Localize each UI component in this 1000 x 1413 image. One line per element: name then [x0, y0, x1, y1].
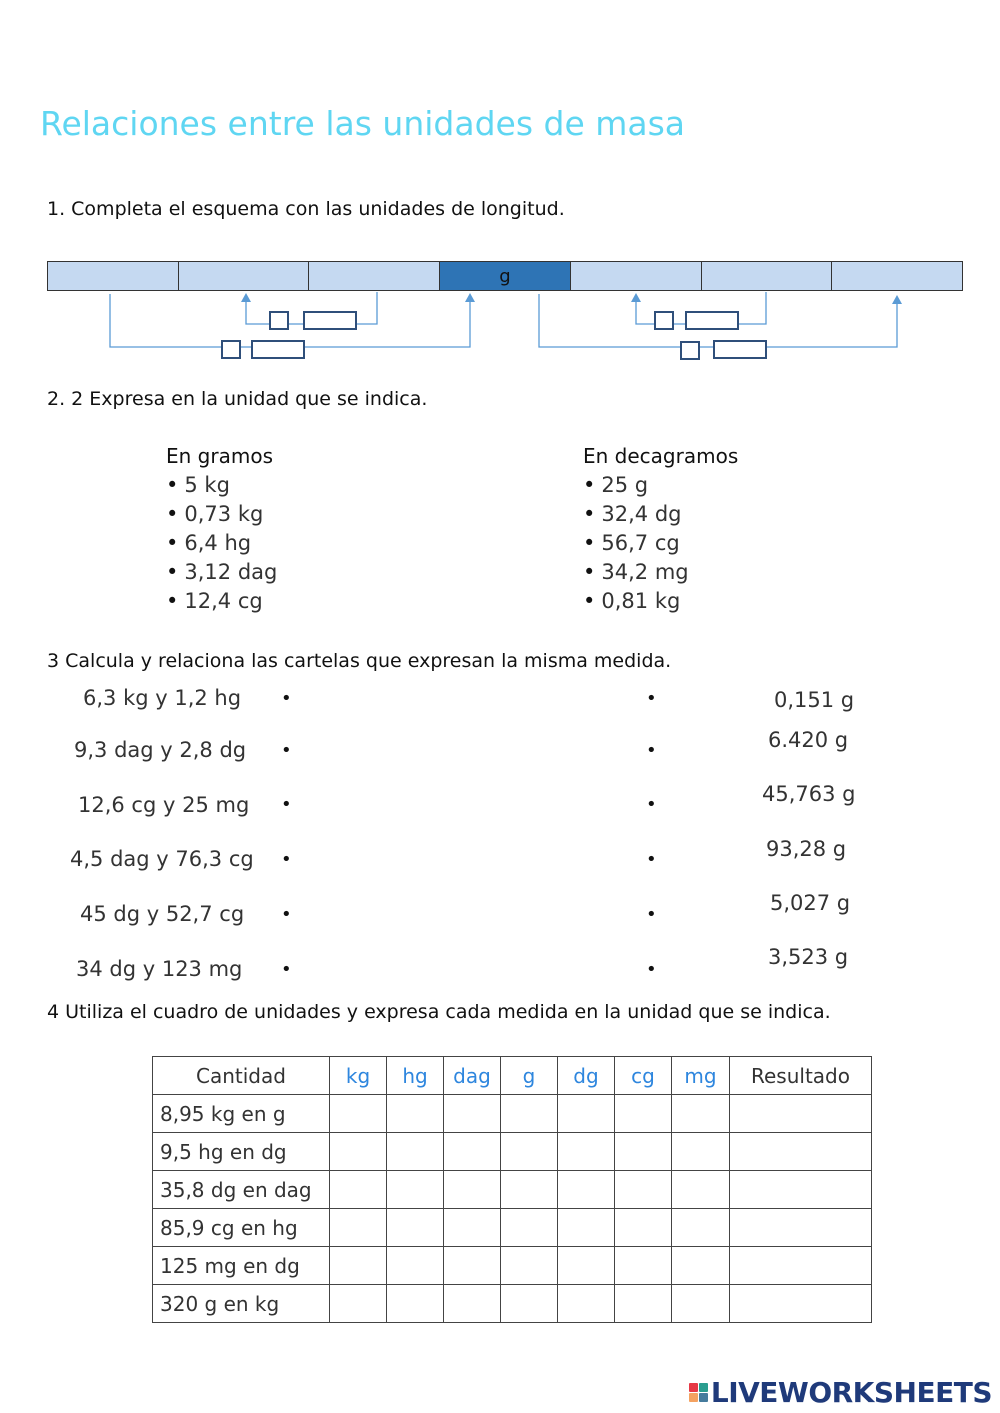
arrow-up-icon [241, 293, 251, 302]
result-cell[interactable] [730, 1171, 872, 1209]
unit-cell-gram: g [440, 262, 571, 290]
input-cell[interactable] [501, 1247, 558, 1285]
col-quantity: Cantidad [153, 1057, 330, 1095]
grams-list [166, 471, 277, 616]
input-cell[interactable] [558, 1171, 615, 1209]
input-cell[interactable] [444, 1285, 501, 1323]
page-title: Relaciones entre las unidades de masa [40, 104, 686, 143]
col-unit: dag [444, 1057, 501, 1095]
input-cell[interactable] [672, 1209, 730, 1247]
input-cell[interactable] [330, 1209, 387, 1247]
result-cell[interactable] [730, 1209, 872, 1247]
section3-heading: 3 Calcula y relaciona las cartelas que expresan la misma medida. [47, 650, 672, 672]
scheme-input-box[interactable] [713, 340, 767, 359]
logo-text: LIVEWORKSHEETS [710, 1376, 992, 1409]
input-cell[interactable] [444, 1095, 501, 1133]
input-cell[interactable] [558, 1133, 615, 1171]
input-cell[interactable] [501, 1171, 558, 1209]
quantity-cell: 8,95 kg en g [153, 1095, 330, 1133]
list-item: • 3,12 dag [166, 558, 277, 587]
right-card: 45,763 g [762, 782, 856, 806]
decagrams-title: En decagramos [583, 444, 739, 468]
scheme-small-box[interactable] [654, 311, 674, 330]
list-item: • 25 g [583, 471, 689, 500]
input-cell[interactable] [387, 1133, 444, 1171]
scheme-arrows [0, 0, 1000, 380]
input-cell[interactable] [558, 1095, 615, 1133]
right-card: 5,027 g [770, 891, 851, 915]
input-cell[interactable] [387, 1095, 444, 1133]
input-cell[interactable] [615, 1285, 672, 1323]
arrow-up-icon [892, 295, 902, 304]
input-cell[interactable] [444, 1209, 501, 1247]
quantity-cell: 125 mg en dg [153, 1247, 330, 1285]
col-unit: mg [672, 1057, 730, 1095]
input-cell[interactable] [615, 1095, 672, 1133]
input-cell[interactable] [387, 1209, 444, 1247]
input-cell[interactable] [558, 1209, 615, 1247]
quantity-cell: 9,5 hg en dg [153, 1133, 330, 1171]
match-dot-left[interactable]: • [281, 740, 292, 761]
input-cell[interactable] [387, 1247, 444, 1285]
input-cell[interactable] [615, 1209, 672, 1247]
col-result: Resultado [730, 1057, 872, 1095]
table-row [153, 1247, 872, 1285]
input-cell[interactable] [501, 1095, 558, 1133]
arrow-up-icon [465, 293, 475, 302]
input-cell[interactable] [330, 1247, 387, 1285]
table-row [153, 1171, 872, 1209]
section1-heading: 1. Completa el esquema con las unidades de longitud. [47, 198, 565, 220]
left-card: 4,5 dag y 76,3 cg [70, 847, 254, 871]
col-unit: g [501, 1057, 558, 1095]
input-cell[interactable] [672, 1285, 730, 1323]
right-card: 0,151 g [774, 688, 855, 712]
table-row [153, 1095, 872, 1133]
right-card: 3,523 g [768, 945, 849, 969]
col-unit: kg [330, 1057, 387, 1095]
table-header-row [153, 1057, 872, 1095]
match-dot-right[interactable]: • [646, 688, 657, 709]
match-dot-right[interactable]: • [646, 740, 657, 761]
quantity-cell: 85,9 cg en hg [153, 1209, 330, 1247]
quantity-cell: 35,8 dg en dag [153, 1171, 330, 1209]
input-cell[interactable] [444, 1133, 501, 1171]
table-row [153, 1285, 872, 1323]
input-cell[interactable] [501, 1133, 558, 1171]
result-cell[interactable] [730, 1285, 872, 1323]
scheme-input-box[interactable] [685, 311, 739, 330]
match-dot-left[interactable]: • [281, 959, 292, 980]
table-row [153, 1133, 872, 1171]
input-cell[interactable] [672, 1171, 730, 1209]
scheme-input-box[interactable] [251, 340, 305, 359]
match-dot-left[interactable]: • [281, 794, 292, 815]
logo-icon [689, 1383, 708, 1402]
col-unit: hg [387, 1057, 444, 1095]
match-dot-left[interactable]: • [281, 688, 292, 709]
input-cell[interactable] [330, 1171, 387, 1209]
result-cell[interactable] [730, 1133, 872, 1171]
input-cell[interactable] [558, 1285, 615, 1323]
input-cell[interactable] [501, 1285, 558, 1323]
section2-heading: 2. 2 Expresa en la unidad que se indica. [47, 388, 428, 410]
decagrams-list [583, 471, 689, 616]
list-item: • 56,7 cg [583, 529, 689, 558]
left-card: 45 dg y 52,7 cg [80, 902, 245, 926]
list-item: • 32,4 dg [583, 500, 689, 529]
list-item: • 34,2 mg [583, 558, 689, 587]
left-card: 12,6 cg y 25 mg [78, 793, 250, 817]
result-cell[interactable] [730, 1247, 872, 1285]
match-dot-left[interactable]: • [281, 904, 292, 925]
input-cell[interactable] [672, 1247, 730, 1285]
input-cell[interactable] [501, 1209, 558, 1247]
scheme-input-box[interactable] [303, 311, 357, 330]
input-cell[interactable] [615, 1247, 672, 1285]
list-item: • 0,73 kg [166, 500, 277, 529]
input-cell[interactable] [330, 1095, 387, 1133]
scheme-small-box[interactable] [269, 311, 289, 330]
list-item: • 5 kg [166, 471, 277, 500]
input-cell[interactable] [615, 1171, 672, 1209]
input-cell[interactable] [615, 1133, 672, 1171]
left-card: 9,3 dag y 2,8 dg [74, 738, 247, 762]
input-cell[interactable] [387, 1285, 444, 1323]
input-cell[interactable] [444, 1171, 501, 1209]
list-item: • 0,81 kg [583, 587, 689, 616]
input-cell[interactable] [330, 1285, 387, 1323]
left-card: 34 dg y 123 mg [76, 957, 243, 981]
section4-heading: 4 Utiliza el cuadro de unidades y expresa cada medida en la unidad que se indica. [47, 1001, 831, 1023]
arrow-up-icon [631, 293, 641, 302]
grams-title: En gramos [166, 444, 273, 468]
col-unit: cg [615, 1057, 672, 1095]
list-item: • 6,4 hg [166, 529, 277, 558]
liveworksheets-logo [689, 1376, 992, 1409]
right-card: 6.420 g [768, 728, 849, 752]
scheme-small-box[interactable] [221, 340, 241, 359]
match-dot-right[interactable]: • [646, 904, 657, 925]
input-cell[interactable] [672, 1095, 730, 1133]
input-cell[interactable] [444, 1247, 501, 1285]
match-dot-right[interactable]: • [646, 849, 657, 870]
result-cell[interactable] [730, 1095, 872, 1133]
match-dot-left[interactable]: • [281, 849, 292, 870]
table-row [153, 1209, 872, 1247]
col-unit: dg [558, 1057, 615, 1095]
quantity-cell: 320 g en kg [153, 1285, 330, 1323]
input-cell[interactable] [387, 1171, 444, 1209]
input-cell[interactable] [672, 1133, 730, 1171]
units-table [152, 1056, 872, 1323]
list-item: • 12,4 cg [166, 587, 277, 616]
input-cell[interactable] [330, 1133, 387, 1171]
right-card: 93,28 g [766, 837, 847, 861]
match-dot-right[interactable]: • [646, 959, 657, 980]
match-dot-right[interactable]: • [646, 794, 657, 815]
left-card: 6,3 kg y 1,2 hg [83, 686, 242, 710]
scheme-small-box[interactable] [680, 341, 700, 360]
input-cell[interactable] [558, 1247, 615, 1285]
